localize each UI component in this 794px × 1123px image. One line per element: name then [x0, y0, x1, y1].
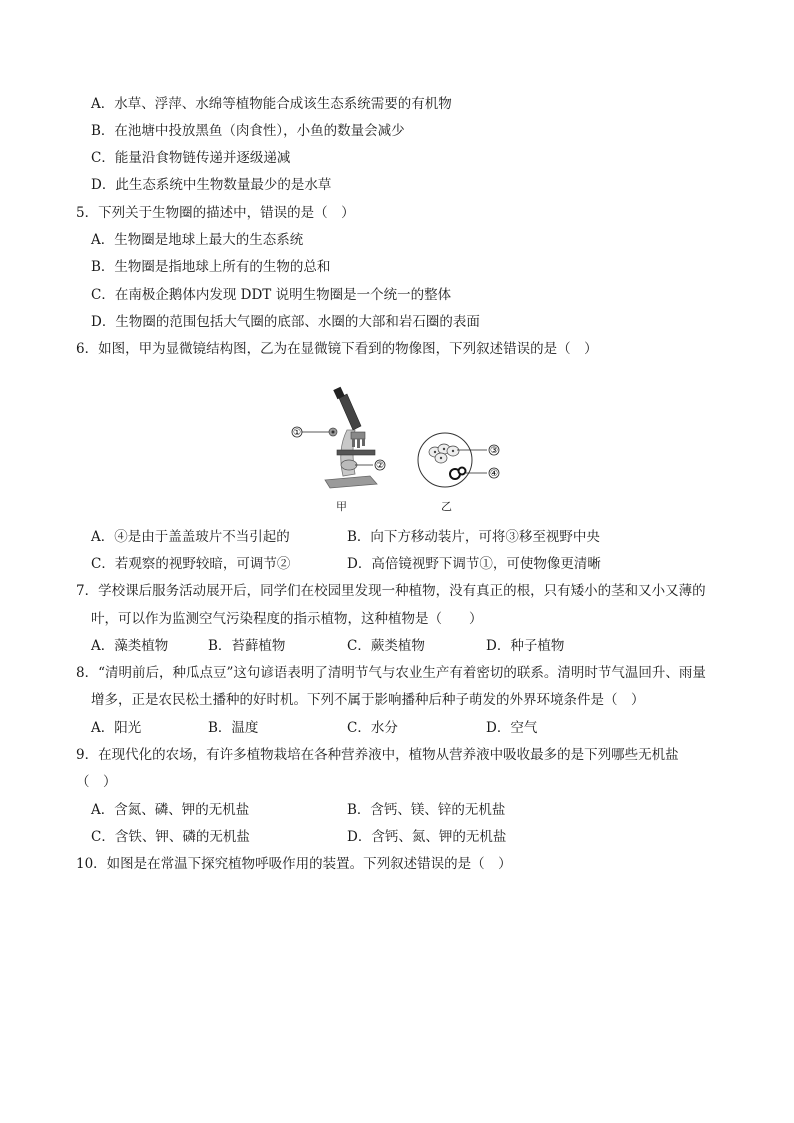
q5-option-b: B．生物圈是指地球上所有的生物的总和 [91, 259, 331, 275]
q6-option-d: D．高倍镜视野下调节①，可使物像更清晰 [347, 556, 601, 572]
q7-option-c: C．蕨类植物 [347, 638, 425, 654]
q9-option-d: D．含钙、氮、钾的无机盐 [347, 829, 507, 845]
q5-stem: 5．下列关于生物圈的描述中，错误的是（ ） [76, 205, 355, 221]
microscope-icon [325, 387, 377, 488]
q5-option-d: D．生物圈的范围包括大气圈的底部、水圈的大部和岩石圈的表面 [91, 314, 480, 330]
q5-option-a: A．生物圈是地球上最大的生态系统 [91, 232, 304, 248]
q5-option-c: C．在南极企鹅体内发现 DDT 说明生物圈是一个统一的整体 [91, 287, 452, 303]
q7-stem-line1: 7．学校课后服务活动展开后，同学们在校园里发现一种植物，没有真正的根，只有矮小的茎和又小又薄的 [76, 583, 706, 599]
q6-option-c: C．若观察的视野较暗，可调节② [91, 556, 291, 572]
q6-stem: 6．如图，甲为显微镜结构图，乙为在显微镜下看到的物像图，下列叙述错误的是（ ） [76, 341, 598, 357]
q8-option-a: A．阳光 [91, 720, 142, 736]
q9-option-b: B．含钙、镁、锌的无机盐 [347, 802, 506, 818]
q7-option-b: B．苔藓植物 [208, 638, 286, 654]
label-2-text: ② [375, 461, 385, 471]
q4-option-a: A．水草、浮萍、水绵等植物能合成该生态系统需要的有机物 [91, 96, 452, 112]
q9-stem-line2: （ ） [76, 774, 117, 790]
q8-stem-line1: 8．“清明前后，种瓜点豆”这句谚语表明了清明节气与农业生产有着密切的联系。清明时节气温回升、雨量 [76, 665, 706, 681]
q4-option-b: B．在池塘中投放黑鱼（肉食性），小鱼的数量会减少 [91, 123, 405, 139]
q7-option-d: D．种子植物 [486, 638, 565, 654]
caption-right: 乙 [441, 500, 452, 513]
q8-option-b: B．温度 [208, 720, 259, 736]
q9-option-a: A．含氮、磷、钾的无机盐 [91, 802, 250, 818]
q6-option-a: A．④是由于盖盖玻片不当引起的 [91, 529, 290, 545]
q10-stem: 10．如图是在常温下探究植物呼吸作用的装置。下列叙述错误的是（ ） [76, 856, 512, 872]
q8-option-d: D．空气 [486, 720, 538, 736]
microscope-diagram [285, 380, 515, 515]
q4-option-c: C．能量沿食物链传递并逐级递减 [91, 150, 291, 166]
q8-option-c: C．水分 [347, 720, 398, 736]
q8-stem-line2: 增多，正是农民松土播种的好时机。下列不属于影响播种后种子萌发的外界环境条件是（ ） [91, 692, 645, 708]
label-4-text: ④ [489, 469, 499, 479]
q7-stem-line2: 叶，可以作为监测空气污染程度的指示植物，这种植物是（ ） [91, 611, 483, 627]
microscope-figure [285, 380, 515, 515]
field-of-view-icon [418, 433, 472, 487]
label-1-text: ① [292, 428, 302, 438]
label-3-text: ③ [489, 446, 499, 456]
q9-option-c: C．含铁、钾、磷的无机盐 [91, 829, 250, 845]
caption-left: 甲 [336, 500, 347, 513]
q9-stem-line1: 9．在现代化的农场，有许多植物栽培在各种营养液中，植物从营养液中吸收最多的是下列哪些无机盐 [76, 747, 679, 763]
q7-option-a: A．藻类植物 [91, 638, 169, 654]
q6-option-b: B．向下方移动装片，可将③移至视野中央 [347, 529, 600, 545]
q4-option-d: D．此生态系统中生物数量最少的是水草 [91, 177, 332, 193]
